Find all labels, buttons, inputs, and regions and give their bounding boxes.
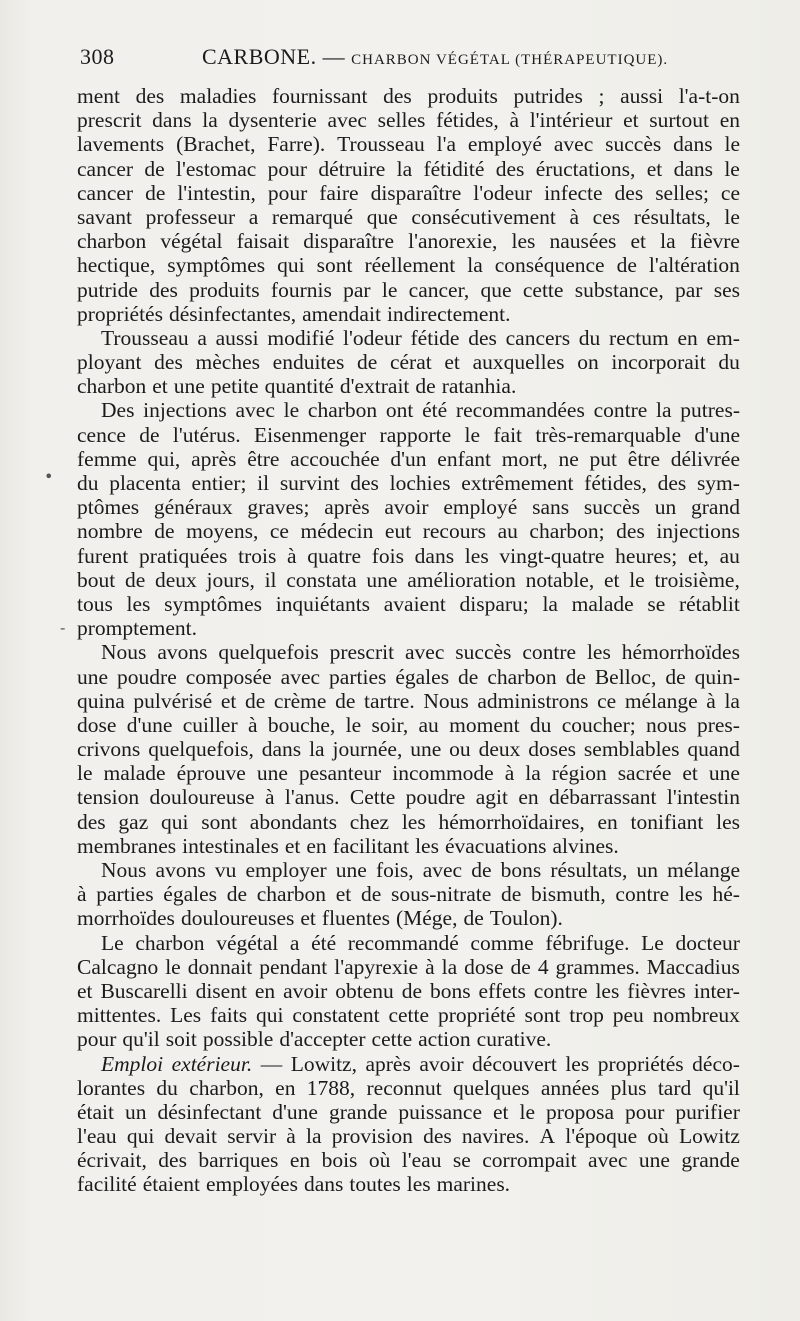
text-line: une poudre composée avec parties égales de charbon de Belloc, de quin- xyxy=(77,664,740,689)
text-line: prescrit dans la dysenterie avec selles fétides, à l'intérieur et surtout en xyxy=(77,108,740,133)
text-line: hectique, symptômes qui sont réellement la conséquence de l'altération xyxy=(77,253,740,278)
page-number: 308 xyxy=(80,44,115,69)
text-line: facilité étaient employées dans toutes les marines. xyxy=(77,1172,511,1197)
text-line: cancer de l'estomac pour détruire la fétidité des éructations, et dans le xyxy=(77,156,740,181)
margin-dot: • xyxy=(44,467,54,486)
text-line: à parties égales de charbon et de sous-nitrate de bismuth, contre les hé- xyxy=(77,882,740,907)
text-line: furent pratiquées trois à quatre fois dans les vingt-quatre heures; et, au xyxy=(77,543,740,568)
text-line: membranes intestinales et en facilitant les évacuations alvines. xyxy=(77,833,619,858)
text-line: morrhoïdes douloureuses et fluentes (Mége, de Toulon). xyxy=(77,906,563,931)
text-line: propriétés désinfectantes, amendait indirectement. xyxy=(77,301,511,326)
text-line: Calcagno le donnait pendant l'apyrexie à la dose de 4 grammes. Maccadius xyxy=(77,954,740,979)
text-line: Des injections avec le charbon ont été recommandées contre la putres- xyxy=(101,398,740,423)
text-line: l'eau qui devait servir à la provision des navires. A l'époque où Lowitz xyxy=(77,1124,740,1149)
text-line: était un désinfectant d'une grande puissance et le proposa pour purifier xyxy=(77,1099,740,1124)
text-line: ployant des mèches enduites de cérat et auxquelles on incorporait du xyxy=(77,350,740,375)
text-line: pour qu'il soit possible d'accepter cette action curative. xyxy=(77,1027,552,1052)
text-line: des gaz qui sont abondants chez les hémorrhoïdaires, en tonifiant les xyxy=(77,809,740,834)
text-line: savant professeur a remarqué que consécutivement à ces résultats, le xyxy=(77,204,740,229)
text-line: tension douloureuse à l'anus. Cette poudre agit en débarrassant l'intestin xyxy=(77,785,740,810)
margin-dash: - xyxy=(60,618,66,637)
text-line: bout de deux jours, il constata une amélioration notable, et le troisième, xyxy=(77,567,740,592)
text-line: ment des maladies fournissant des produits putrides ; aussi l'a-t-on xyxy=(77,84,740,108)
body-text xyxy=(77,84,740,1197)
text-line: dose d'une cuiller à bouche, le soir, au moment du coucher; nous pres- xyxy=(77,712,740,737)
text-line: le malade éprouve une pesanteur incommode à la région sacrée et une xyxy=(77,761,740,786)
text-line: promptement. xyxy=(77,616,198,641)
text-line: putride des produits fournis par le cancer, que cette substance, par ses xyxy=(77,277,740,302)
text-line: cancer de l'intestin, pour faire disparaître l'odeur infecte des selles; ce xyxy=(77,180,740,205)
text-line: lorantes du charbon, en 1788, reconnut quelques années plus tard qu'il xyxy=(77,1075,740,1100)
text-line: Le charbon végétal a été recommandé comme fébrifuge. Le docteur xyxy=(101,930,740,955)
running-title-subject: CHARBON VÉGÉTAL (THÉRAPEUTIQUE). xyxy=(351,52,669,68)
text-line: écrivait, des barriques en bois où l'eau se corrompait avec une grande xyxy=(77,1148,740,1173)
text-line: mittentes. Les faits qui constatent cette propriété sont trop peu nombreux xyxy=(77,1003,740,1028)
text-line: cence de l'utérus. Eisenmenger rapporte le fait très-remarquable d'une xyxy=(77,422,740,447)
text-line: ptômes généraux graves; après avoir employé sans succès un grand xyxy=(77,495,740,520)
page-header xyxy=(80,44,740,76)
text-line: du placenta entier; il survint des lochies extrêmement fétides, des sym- xyxy=(77,471,740,495)
text-line: nombre de moyens, ce médecin eut recours au charbon; des injections xyxy=(77,519,740,544)
text-line: charbon et une petite quantité d'extrait de ratanhia. xyxy=(77,374,517,399)
text-line: Nous avons vu employer une fois, avec de bons résultats, un mélange xyxy=(101,858,740,882)
text-line: et Buscarelli disent en avoir obtenu de bons effets contre les fièvres inter- xyxy=(77,978,740,1003)
text-line: tous les symptômes inquiétants avaient disparu; la malade se rétablit xyxy=(77,591,740,616)
running-title-main: CARBONE. — xyxy=(202,44,352,69)
running-title xyxy=(202,44,668,70)
text-line: charbon végétal faisait disparaître l'anorexie, les nausées et la fièvre xyxy=(77,229,740,254)
text-line: Emploi extérieur. — Lowitz, après avoir découvert les propriétés déco- xyxy=(101,1051,740,1076)
text-line: femme qui, après être accouchée d'un enfant mort, ne put être délivrée xyxy=(77,446,740,471)
text-line: Trousseau a aussi modifié l'odeur fétide des cancers du rectum en em- xyxy=(101,325,740,350)
text-line: Nous avons quelquefois prescrit avec succès contre les hémorrhoïdes xyxy=(101,640,740,665)
text-line: quina pulvérisé et de crème de tartre. Nous administrons ce mélange à la xyxy=(77,688,740,713)
text-line: lavements (Brachet, Farre). Trousseau l'a employé avec succès dans le xyxy=(77,132,740,157)
text-line: crivons quelquefois, dans la journée, une ou deux doses semblables quand xyxy=(77,737,740,762)
